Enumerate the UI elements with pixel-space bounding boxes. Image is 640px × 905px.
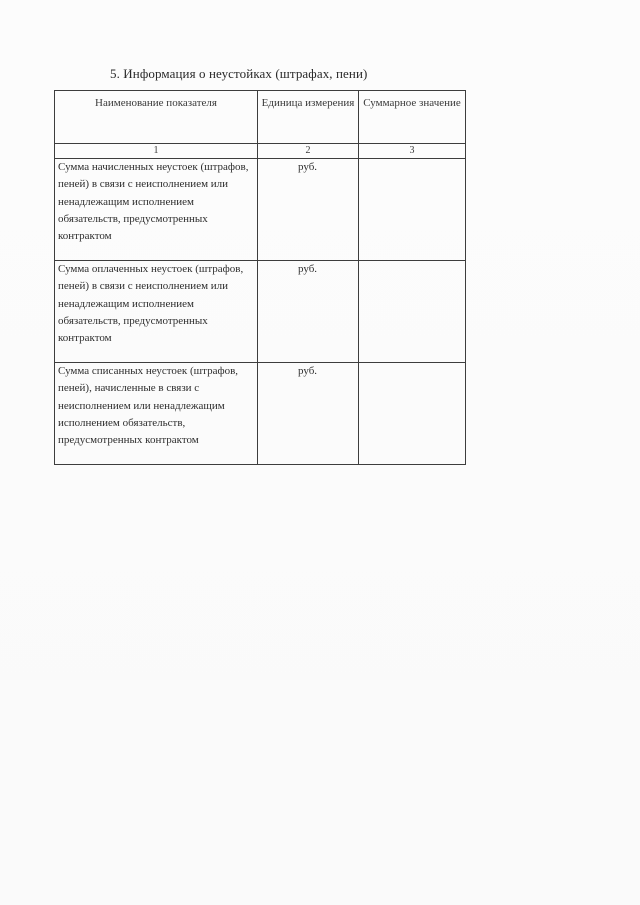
row-unit: руб. — [258, 363, 359, 465]
header-indicator-name-text: Наименование показателя — [95, 97, 217, 109]
row-indicator-name-text: Сумма оплаченных неустоек (штрафов, пеней) в связи с неисполнением или ненадлежащим исполнением обязательств, предусмотренных контрактом — [58, 263, 244, 345]
header-unit-text: Единица измерения — [261, 97, 355, 109]
column-number-3: 3 — [359, 144, 466, 159]
table-row — [55, 261, 466, 363]
header-unit — [258, 91, 359, 144]
header-total-value-text: Суммарное значение — [363, 97, 461, 109]
column-number-2: 2 — [258, 144, 359, 159]
row-indicator-name — [55, 261, 258, 363]
row-indicator-name — [55, 363, 258, 465]
column-number-row — [55, 144, 466, 159]
table-row — [55, 159, 466, 261]
row-total-value — [359, 363, 466, 465]
row-total-value — [359, 261, 466, 363]
row-indicator-name-text: Сумма списанных неустоек (штрафов, пеней), начисленные в связи с неисполнением или ненадлежащим исполнением обязательств, предусмотренных контрактом — [58, 365, 239, 447]
penalties-table — [54, 90, 466, 465]
row-indicator-name — [55, 159, 258, 261]
row-total-value — [359, 159, 466, 261]
header-indicator-name — [55, 91, 258, 144]
column-number-1: 1 — [55, 144, 258, 159]
row-indicator-name-text: Сумма начисленных неустоек (штрафов, пеней) в связи с неисполнением или ненадлежащим исполнением обязательств, предусмотренных контрактом — [58, 161, 249, 243]
table-row — [55, 363, 466, 465]
header-row — [55, 91, 466, 144]
header-total-value — [359, 91, 466, 144]
row-unit: руб. — [258, 159, 359, 261]
section-title: 5. Информация о неустойках (штрафах, пени) — [110, 66, 368, 81]
row-unit: руб. — [258, 261, 359, 363]
